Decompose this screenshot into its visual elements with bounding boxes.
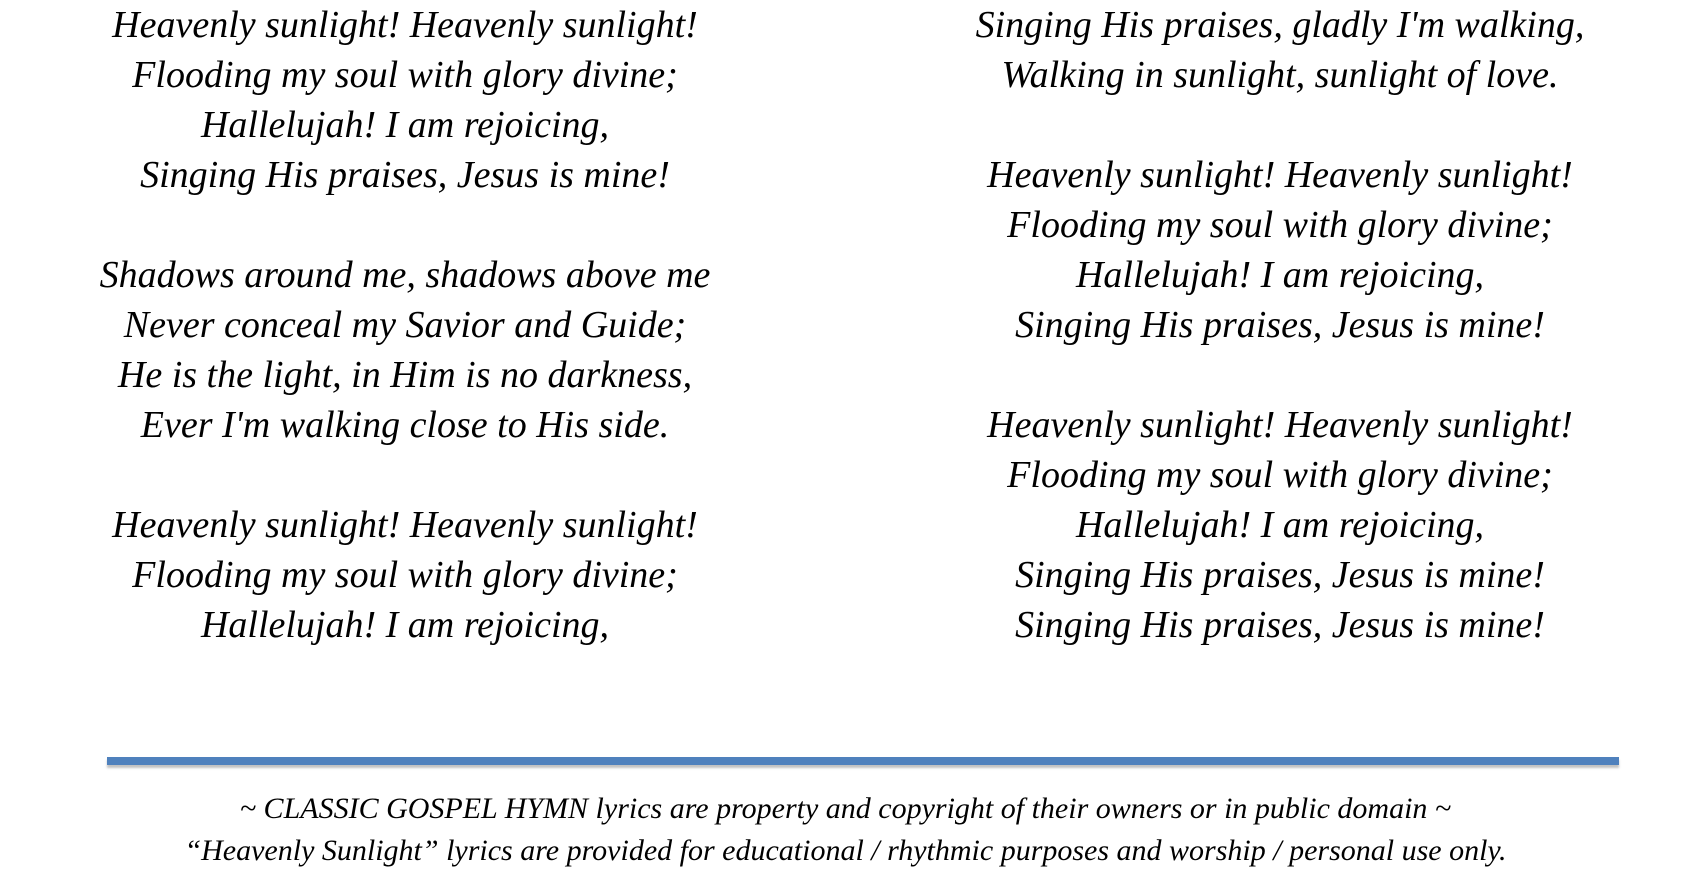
lyric-line: Hallelujah! I am rejoicing, <box>1075 254 1485 296</box>
lyric-line: Walking in sunlight, sunlight of love. <box>1001 54 1559 96</box>
stanza <box>20 250 790 450</box>
lyric-line: Hallelujah! I am rejoicing, <box>1075 504 1485 546</box>
lyric-line: Flooding my soul with glory divine; <box>1007 204 1553 246</box>
lyric-line: Hallelujah! I am rejoicing, <box>200 604 610 646</box>
footer-usage-note: “Heavenly Sunlight” lyrics are provided for educational / rhythmic purposes and worship / personal use only. <box>184 834 1507 867</box>
lyric-line: Singing His praises, Jesus is mine! <box>140 154 670 196</box>
lyric-line: Flooding my soul with glory divine; <box>1007 454 1553 496</box>
stanza <box>900 400 1660 650</box>
lyric-line: Flooding my soul with glory divine; <box>132 554 678 596</box>
lyric-line: Never conceal my Savior and Guide; <box>123 304 687 346</box>
lyric-line: Heavenly sunlight! Heavenly sunlight! <box>112 504 698 546</box>
footer-divider <box>107 757 1619 765</box>
lyric-line: Shadows around me, shadows above me <box>99 254 711 296</box>
lyric-line: Singing His praises, gladly I'm walking, <box>975 4 1585 46</box>
lyric-line: Heavenly sunlight! Heavenly sunlight! <box>987 404 1573 446</box>
lyric-line: Heavenly sunlight! Heavenly sunlight! <box>112 4 698 46</box>
stanza <box>900 0 1660 100</box>
lyric-line: Singing His praises, Jesus is mine! <box>1015 604 1545 646</box>
footer-copyright-note: ~ CLASSIC GOSPEL HYMN lyrics are property and copyright of their owners or in public domain ~ <box>239 792 1452 825</box>
lyric-line: Flooding my soul with glory divine; <box>132 54 678 96</box>
lyrics-column-left <box>20 0 790 650</box>
stanza <box>20 500 790 650</box>
stanza <box>20 0 790 200</box>
lyric-line: He is the light, in Him is no darkness, <box>117 354 693 396</box>
stanza <box>900 150 1660 350</box>
lyric-line: Hallelujah! I am rejoicing, <box>200 104 610 146</box>
lyric-line: Singing His praises, Jesus is mine! <box>1015 304 1545 346</box>
lyrics-column-right <box>900 0 1660 650</box>
lyric-line: Singing His praises, Jesus is mine! <box>1015 554 1545 596</box>
lyric-line: Ever I'm walking close to His side. <box>140 404 670 446</box>
lyric-line: Heavenly sunlight! Heavenly sunlight! <box>987 154 1573 196</box>
